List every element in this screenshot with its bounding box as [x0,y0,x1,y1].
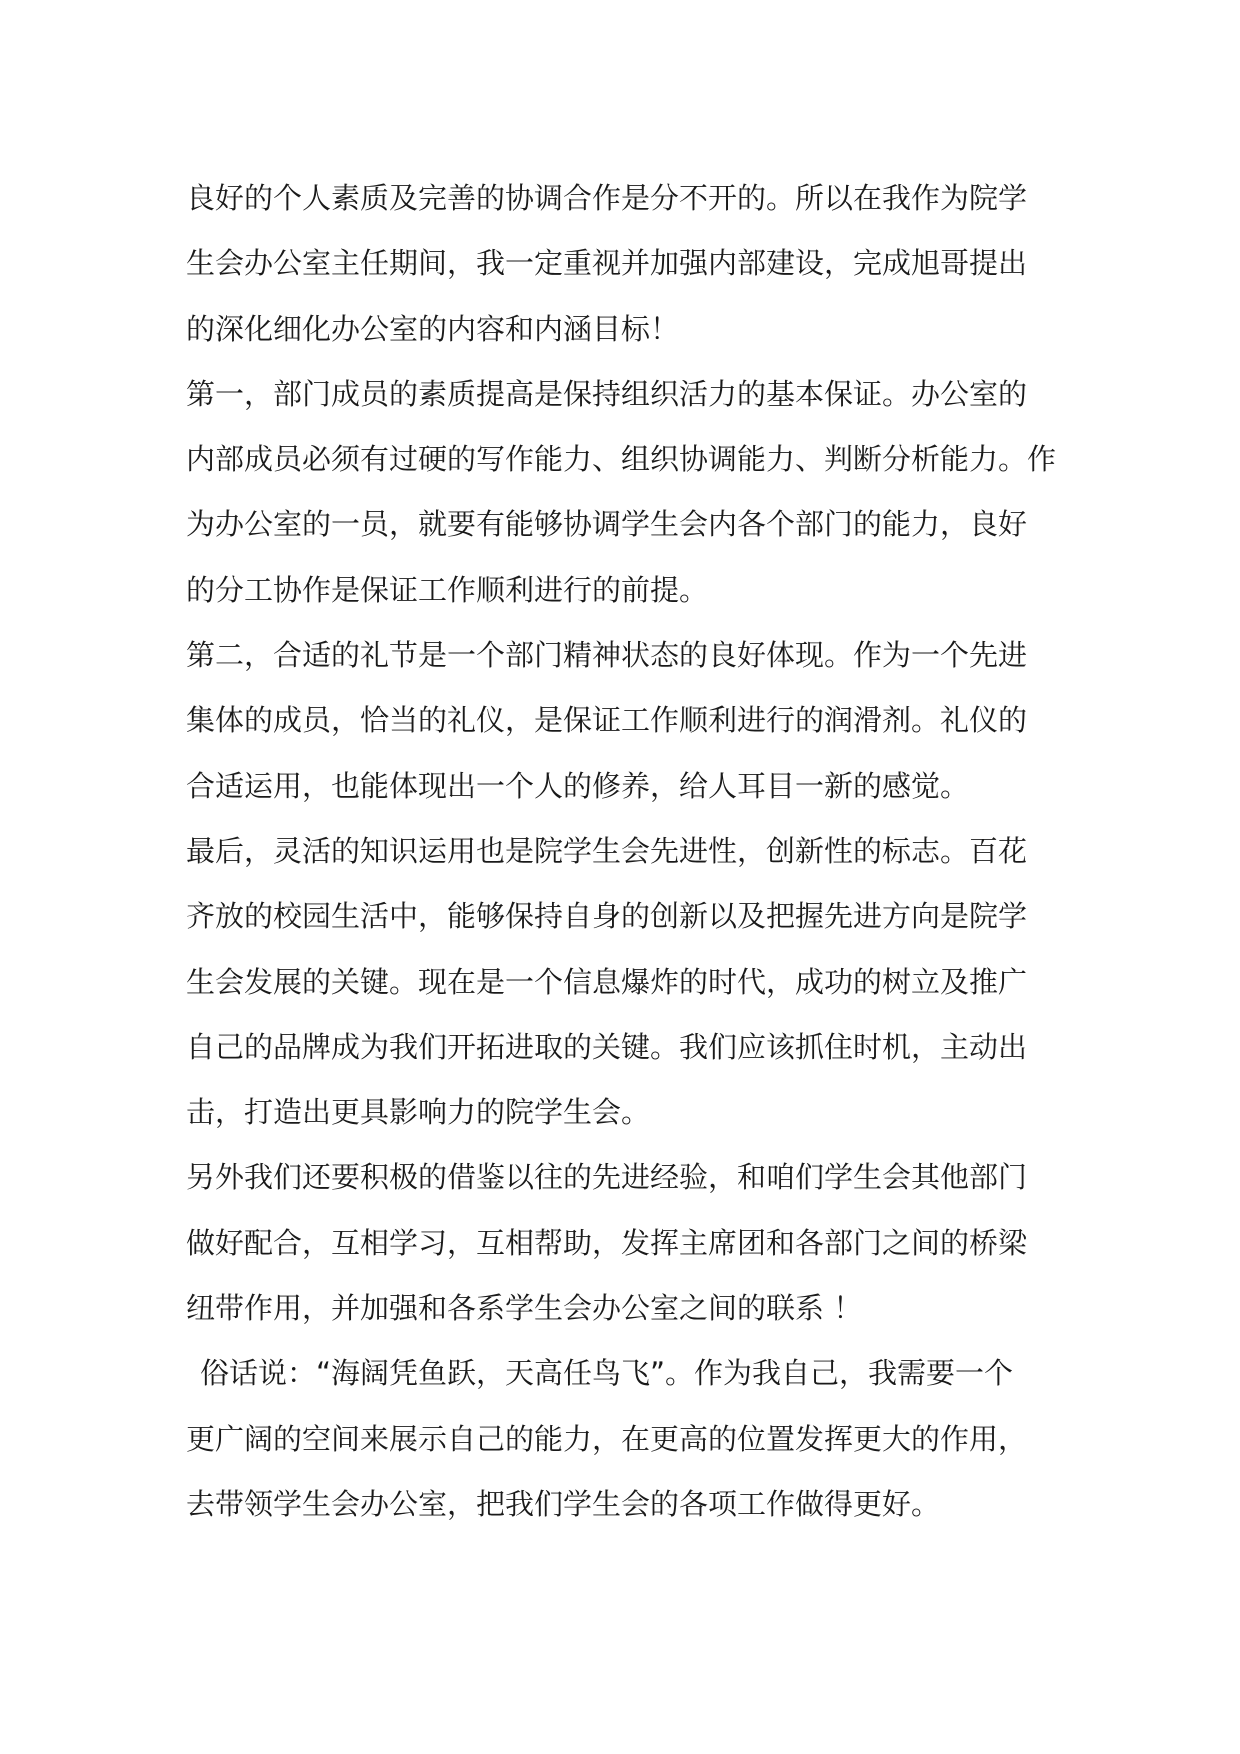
text-line-10: 合适运用，也能体现出一个人的修养，给人耳目一新的感觉。 [186,768,970,803]
text-line-13: 生会发展的关键。现在是一个信息爆炸的时代，成功的树立及推广 [186,964,1028,999]
text-line-3: 的深化细化办公室的内容和内涵目标！ [186,311,680,346]
text-line-1: 良好的个人素质及完善的协调合作是分不开的。所以在我作为院学 [186,181,1028,215]
text-line-9: 集体的成员，恰当的礼仪，是保证工作顺利进行的润滑剂。礼仪的 [186,703,1028,738]
text-line-18: 纽带作用，并加强和各系学生会办公室之间的联系 ！ [186,1291,863,1326]
text-line-16: 另外我们还要积极的借鉴以往的先进经验，和咱们学生会其他部门 [186,1160,1028,1195]
text-line-7: 的分工协作是保证工作顺利进行的前提。 [186,572,709,607]
text-line-12: 齐放的校园生活中，能够保持自身的创新以及把握先进方向是院学 [186,899,1028,934]
text-line-2: 生会办公室主任期间，我一定重视并加强内部建设，完成旭哥提出 [186,246,1028,281]
text-line-11: 最后，灵活的知识运用也是院学生会先进性，创新性的标志。百花 [186,833,1028,868]
text-line-20: 更广阔的空间来展示自己的能力，在更高的位置发挥更大的作用， [186,1421,1028,1456]
body-text [186,166,1066,1537]
text-line-14: 自己的品牌成为我们开拓进取的关键。我们应该抓住时机，主动出 [186,1029,1028,1064]
text-line-4: 第一，部门成员的素质提高是保持组织活力的基本保证。办公室的 [186,376,1028,411]
text-line-8: 第二，合适的礼节是一个部门精神状态的良好体现。作为一个先进 [186,638,1028,673]
text-line-5: 内部成员必须有过硬的写作能力、组织协调能力、判断分析能力。作 [186,442,1057,477]
text-line-21: 去带领学生会办公室，把我们学生会的各项工作做得更好。 [186,1486,941,1521]
text-line-19: 俗话说：“海阔凭鱼跃，天高任鸟飞”。作为我自己，我需要一个 [200,1356,1014,1391]
text-line-6: 为办公室的一员，就要有能够协调学生会内各个部门的能力，良好 [186,507,1028,542]
text-line-17: 做好配合，互相学习，互相帮助，发挥主席团和各部门之间的桥梁 [186,1225,1028,1260]
text-line-15: 击，打造出更具影响力的院学生会。 [186,1095,651,1130]
